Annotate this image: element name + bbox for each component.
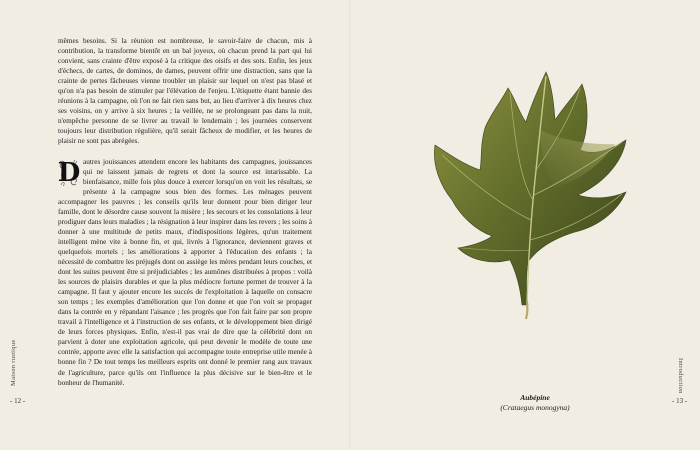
page-number-left: - 12 - (10, 397, 26, 405)
caption-latin-name: (Crataegus monogyna) (500, 403, 570, 412)
hawthorn-leaf-icon (430, 70, 660, 320)
figure-caption (460, 393, 610, 413)
book-gutter (349, 0, 351, 450)
left-page-text (58, 36, 312, 388)
paragraph-2 (58, 157, 312, 388)
dropcap-letter: D (57, 157, 81, 188)
dropcap (58, 158, 80, 188)
right-running-head: Introduction (677, 358, 684, 394)
page-number-right: - 13 - (672, 397, 688, 405)
paragraph-1: mêmes besoins. Si la réunion est nombreuse, le savoir-faire de chacun, mis à contribution, la transforme bientôt en un bal joyeux, où chacun prend la part qui lui convient, sans crainte d'être exposé à la critique des oisifs et des sots. Enfin, les jeux d'échecs, de cartes, de dominos, de dames, peuvent offrir une distraction, sans que la crainte de pertes fâcheuses vienne troubler un plaisir sur lequel on n'est pas blasé et qu'on n'a pas besoin de stimuler par l'élévation de l'enjeu. L'étiquette étant bannie des réunions à la campagne, où l'on ne fait rien sans but, au lieu d'arriver à dix heures chez ses voisins, on y arrive à six heures ; la veillée, ne se prolongeant pas dans la nuit, n'empêche personne de se livrer au travail le lendemain ; les journées conservent toujours leur distribution régulière, qu'il serait fâcheux de modifier, et les heures de plaisir ne sont pas abrégées. (58, 37, 312, 146)
caption-common-name: Aubépine (520, 393, 550, 402)
hawthorn-leaf-illustration (430, 70, 660, 320)
paragraph-2-text: autres jouissances attendent encore les habitants des campagnes, jouissances qui ne laissent jamais de regrets et dont la source est intarissable. La bienfaisance, mille fois plus douce à exercer lorsqu'on en voit les résultats, se présente à la campagne sous bien des formes. Les ménages peuvent accompagner les pauvres ; les conseils qu'ils leur donnent pour bien diriger leur famille, dont le désordre cause souvent la misère ; les secours et les consolations à leur prodiguer dans leurs maladies ; la résignation à leur inspirer dans les revers ; les soins à donner à une multitude de petits maux, d'indispositions légères, qu'un traitement intelligent mène vite à bonne fin, et qui, livrés à l'ignorance, deviennent graves et quelquefois mortels ; les améliorations à apporter à l'éducation des enfants ; la nécessité de combattre les préjugés dont on assiège les mères pendant leurs couches, et dont les suites peuvent être si préjudiciables ; les aumônes distribuées à propos : voilà les sources de plaisirs durables et que la plus médiocre fortune permet de trouver à la campagne. Il faut y ajouter encore les succès de l'exploitation à laquelle on consacre son temps ; les exemples d'amélioration que l'on donne et que l'on voit se propager dans la contrée en y répandant l'aisance ; les progrès que l'on fait faire par son propre travail à l'intelligence et à l'instruction de ses enfants, et le développement bien dirigé de leurs forces physiques. Enfin, n'est-il pas vrai de dire que la célébrité dont on parvient à doter une exploitation agricole, qui peut devenir le modèle de toute une contrée, apporte avec elle la satisfaction qui accompagne toute entreprise utile menée à bonne fin ? De tout temps les meilleurs esprits ont donné le premier rang aux travaux de l'agriculture, parce qu'ils ont l'influence la plus décisive sur le bien-être et le bonheur de l'humanité. (58, 157, 312, 387)
left-running-head: Maison rustique (10, 339, 17, 386)
